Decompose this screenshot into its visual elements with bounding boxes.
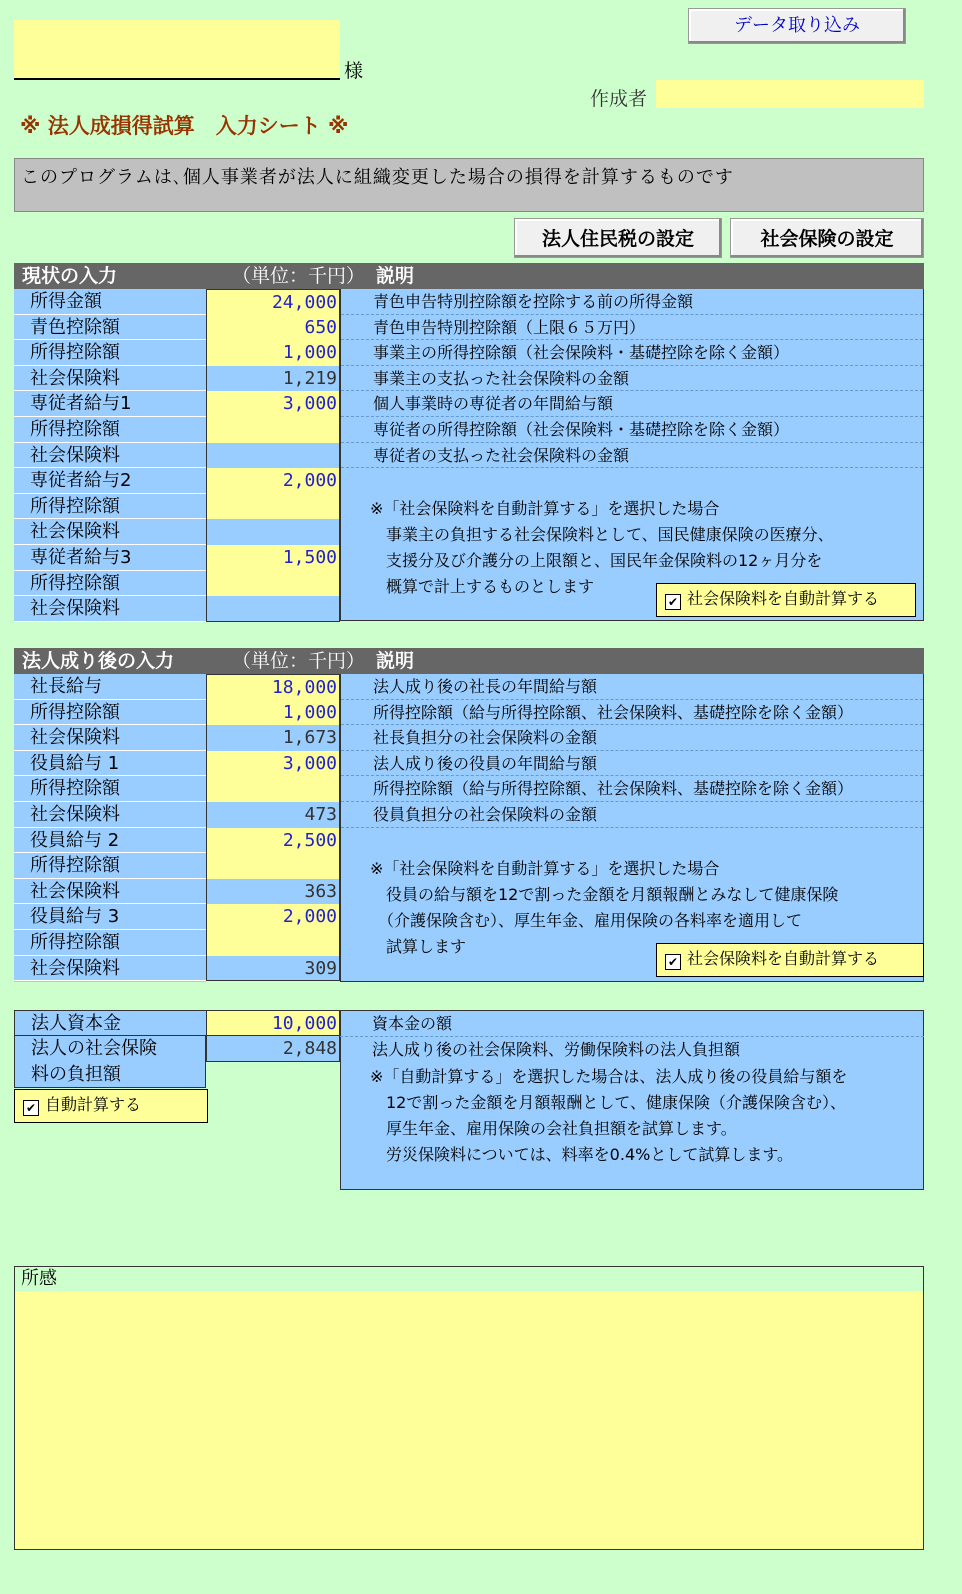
after-desc-heading: 説明 [376,650,415,672]
import-data-button[interactable]: データ取り込み [688,8,906,44]
after-row-value: 309 [206,956,340,982]
after-row-input[interactable] [206,930,340,956]
after-row-label: 所得控除額 [14,930,206,956]
current-row-label: 社会保険料 [14,596,206,622]
after-row-label: 社長給与 [14,674,206,700]
current-row-input[interactable]: 1,500 [206,545,340,571]
after-row-value: 473 [206,802,340,828]
after-row-desc: 法人成り後の役員の年間給与額 [341,751,923,777]
description-text: このプログラムは､個人事業者が法人に組織変更した場合の損得を計算するものです [21,167,734,188]
current-row-desc: 青色申告特別控除額（上限６５万円） [341,315,923,341]
corp-insurance-label-box [14,1036,206,1088]
after-row-label: 社会保険料 [14,802,206,828]
current-heading: 現状の入力 [22,265,118,287]
current-row-desc: 青色申告特別控除額を控除する前の所得金額 [341,289,923,315]
current-row-label: 所得控除額 [14,340,206,366]
current-row-label: 所得金額 [14,289,206,315]
current-note: ※「社会保険料を自動計算する」を選択した場合 事業主の負担する社会保険料として、国民健康保険の医療分、 支援分及び介護分の上限額と、国民年金保険料の12ヶ月分を 概算で計上するものとします [370,499,834,596]
current-row-label: 社会保険料 [14,366,206,392]
current-section-header [14,263,924,289]
after-row-input[interactable]: 18,000 [206,674,340,700]
after-row-desc: 役員負担分の社会保険料の金額 [341,802,923,828]
checkmark-icon: ✔ [23,1100,39,1116]
after-row-label: 所得控除額 [14,776,206,802]
current-row-input[interactable]: 2,000 [206,468,340,494]
client-name-field[interactable] [14,20,340,80]
after-row-desc: 社長負担分の社会保険料の金額 [341,725,923,751]
after-row-value: 1,673 [206,725,340,751]
current-row-label: 専従者給与2 [14,468,206,494]
current-row-label: 青色控除額 [14,315,206,341]
remarks-label: 所感 [15,1267,923,1291]
current-checkbox-label: 社会保険料を自動計算する [687,589,880,608]
after-row-label: 役員給与 3 [14,904,206,930]
capital-input[interactable]: 10,000 [206,1010,340,1036]
page-title: ※ 法人成損得試算 入力シート ※ [20,114,349,138]
current-row-label: 所得控除額 [14,571,206,597]
after-row-input[interactable]: 1,000 [206,700,340,726]
after-section-header [14,648,924,674]
after-row-label: 役員給与 2 [14,828,206,854]
capital-desc: 資本金の額 [340,1011,924,1037]
corp-insurance-label-2: 料の負担額 [31,1064,121,1085]
current-row-desc: 事業主の所得控除額（社会保険料・基礎控除を除く金額） [341,340,923,366]
after-checkbox-label: 社会保険料を自動計算する [687,949,880,968]
corp-checkbox-label: 自動計算する [45,1095,142,1114]
after-row-label: 社会保険料 [14,725,206,751]
current-row-label: 社会保険料 [14,519,206,545]
after-row-input[interactable]: 3,000 [206,751,340,777]
after-row-value: 363 [206,879,340,905]
current-desc-heading: 説明 [376,265,415,287]
current-row-value [206,519,340,545]
after-row-label: 役員給与 1 [14,751,206,777]
checkmark-icon: ✔ [665,954,681,970]
social-insurance-settings-button[interactable]: 社会保険の設定 [730,218,924,258]
current-row-input[interactable] [206,571,340,597]
current-row-input[interactable]: 1,000 [206,340,340,366]
corp-insurance-label-1: 法人の社会保険 [31,1038,157,1059]
after-heading: 法人成り後の入力 [22,650,175,672]
current-row-label: 所得控除額 [14,494,206,520]
after-row-input[interactable] [206,776,340,802]
description-box [14,158,924,212]
corp-insurance-value: 2,848 [206,1036,340,1062]
current-row-value: 1,219 [206,366,340,392]
current-row-desc: 事業主の支払った社会保険料の金額 [341,366,923,392]
after-note: ※「社会保険料を自動計算する」を選択した場合 役員の給与額を12で割った金額を月額報酬とみなして健康保険 （介護保険含む）、厚生年金、雇用保険の各料率を適用して 試算します [370,859,839,956]
current-row-input[interactable] [206,494,340,520]
current-row-value [206,596,340,622]
remarks-box [14,1266,924,1550]
remarks-input[interactable] [15,1291,923,1549]
current-row-input[interactable]: 3,000 [206,391,340,417]
current-row-label: 所得控除額 [14,417,206,443]
current-row-label: 専従者給与1 [14,391,206,417]
current-row-input[interactable]: 650 [206,315,340,341]
current-row-input[interactable]: 24,000 [206,289,340,315]
after-row-desc: 所得控除額（給与所得控除額、社会保険料、基礎控除を除く金額） [341,776,923,802]
corp-insurance-desc: 法人成り後の社会保険料、労働保険料の法人負担額 [372,1040,741,1059]
after-row-label: 所得控除額 [14,700,206,726]
current-row-desc: 個人事業時の専従者の年間給与額 [341,391,923,417]
after-unit: （単位：千円） [232,650,366,672]
checkmark-icon: ✔ [665,594,681,610]
author-label: 作成者 [590,88,648,110]
current-row-label: 社会保険料 [14,443,206,469]
corp-auto-calc-checkbox[interactable] [14,1089,208,1123]
after-row-desc: 法人成り後の社長の年間給与額 [341,674,923,700]
after-row-label: 所得控除額 [14,853,206,879]
after-auto-calc-checkbox[interactable] [656,943,924,977]
capital-label: 法人資本金 [14,1010,206,1036]
client-suffix: 様 [344,60,364,82]
after-row-label: 社会保険料 [14,879,206,905]
after-row-desc: 所得控除額（給与所得控除額、社会保険料、基礎控除を除く金額） [341,700,923,726]
current-row-input[interactable] [206,417,340,443]
after-row-input[interactable]: 2,500 [206,828,340,854]
current-row-desc: 専従者の支払った社会保険料の金額 [341,443,923,469]
current-unit: （単位：千円） [232,265,366,287]
resident-tax-settings-button[interactable]: 法人住民税の設定 [514,218,722,258]
after-row-input[interactable]: 2,000 [206,904,340,930]
capital-note: ※「自動計算する」を選択した場合は、法人成り後の役員給与額を 12で割った金額を月額報酬として、健康保険（介護保険含む）、 厚生年金、雇用保険の会社負担額を試算します。 労災保険料については、料率を0.4%として試算します。 [370,1067,848,1164]
current-row-desc: 専従者の所得控除額（社会保険料・基礎控除を除く金額） [341,417,923,443]
current-row-value [206,443,340,469]
after-row-label: 社会保険料 [14,956,206,982]
after-row-input[interactable] [206,853,340,879]
current-row-label: 専従者給与3 [14,545,206,571]
current-auto-calc-checkbox[interactable] [656,583,916,617]
author-field[interactable] [656,80,924,108]
